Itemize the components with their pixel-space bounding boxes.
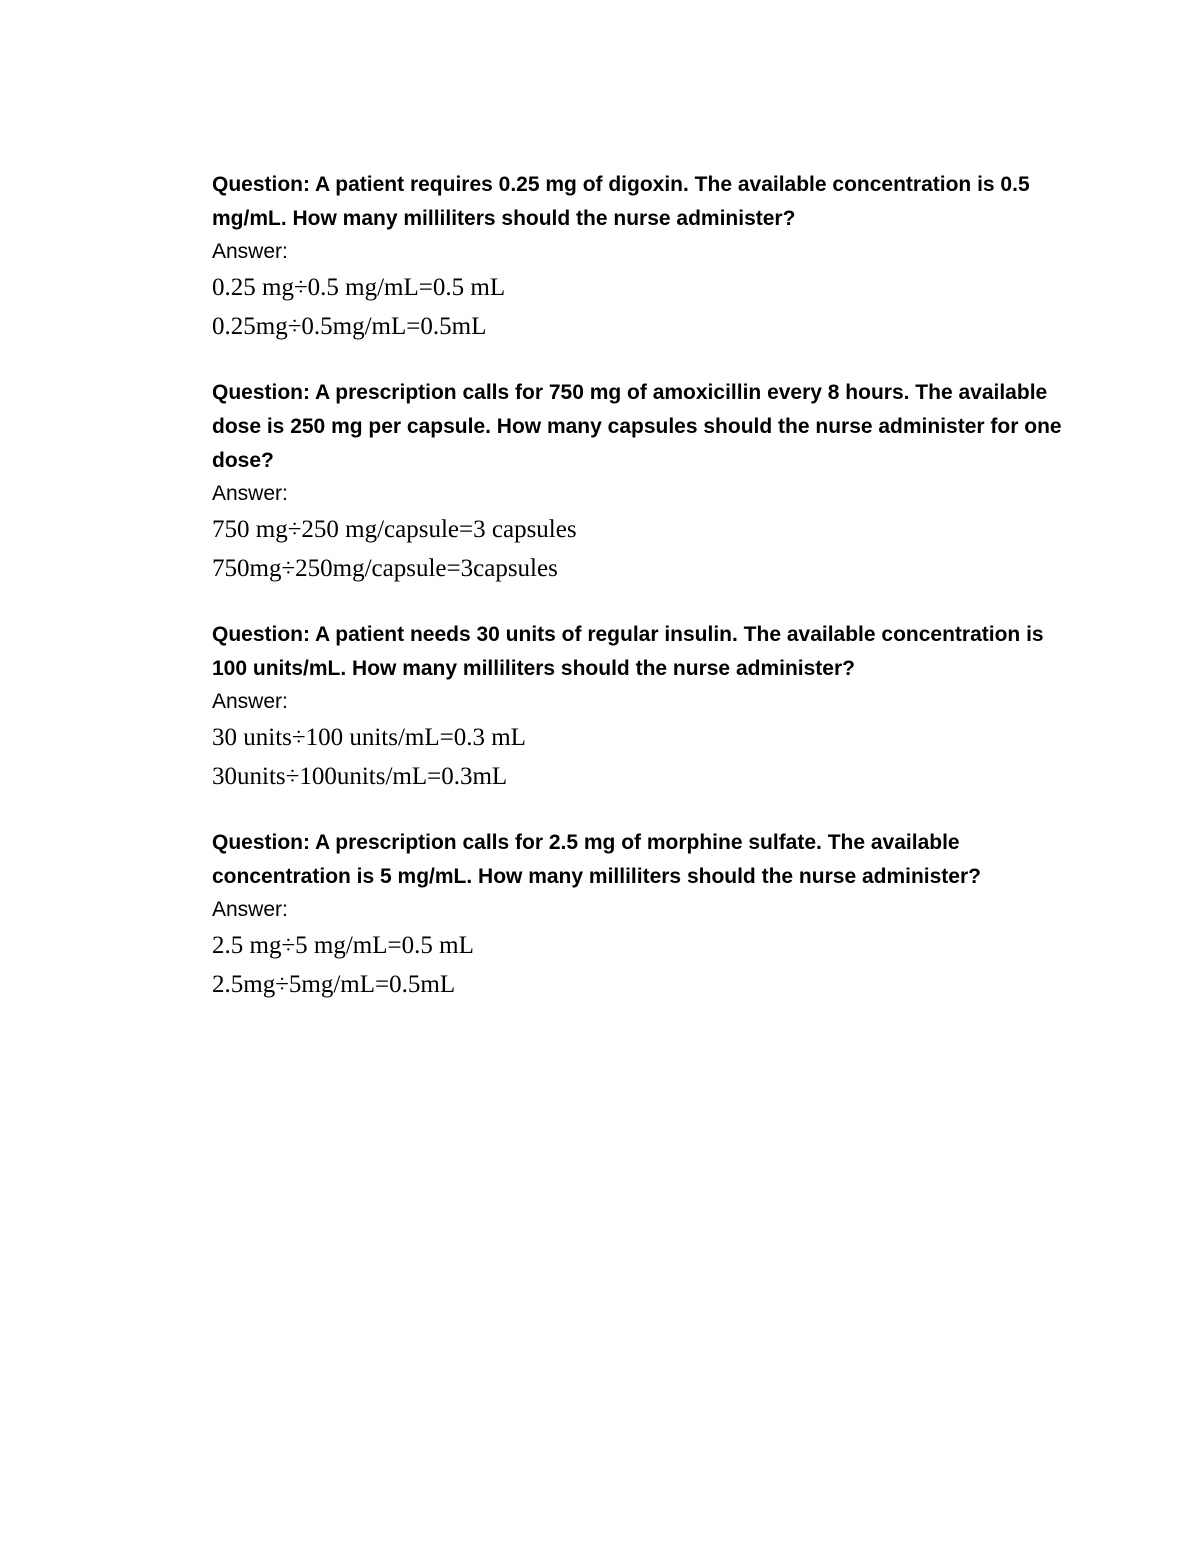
- equation-compact: 2.5mg÷5mg/mL=0.5mL: [212, 971, 456, 998]
- equation-spaced: 0.25 mg÷0.5 mg/mL=0.5 mL: [212, 274, 506, 301]
- answer-label: Answer:: [212, 898, 288, 921]
- document-page: [212, 168, 1072, 1034]
- question-text: Question: A prescription calls for 750 mg of amoxicillin every 8 hours. The available dose is 250 mg per capsule. How many capsules should the nurse administer for one dose?: [212, 381, 1062, 472]
- answer-label: Answer:: [212, 482, 288, 505]
- equation-spaced: 30 units÷100 units/mL=0.3 mL: [212, 724, 526, 751]
- equation-compact: 750mg÷250mg/capsule=3capsules: [212, 555, 558, 582]
- answer-label: Answer:: [212, 240, 288, 263]
- qa-block-1: [212, 168, 1072, 346]
- equation-spaced: 750 mg÷250 mg/capsule=3 capsules: [212, 516, 577, 543]
- question-text: Question: A patient requires 0.25 mg of digoxin. The available concentration is 0.5 mg/mL. How many milliliters should the nurse administer?: [212, 173, 1030, 230]
- answer-label: Answer:: [212, 690, 288, 713]
- question-text: Question: A prescription calls for 2.5 mg of morphine sulfate. The available concentration is 5 mg/mL. How many milliliters should the nurse administer?: [212, 831, 981, 888]
- equation-compact: 0.25mg÷0.5mg/mL=0.5mL: [212, 313, 487, 340]
- qa-block-3: [212, 618, 1072, 796]
- qa-block-2: [212, 376, 1072, 588]
- question-text: Question: A patient needs 30 units of regular insulin. The available concentration is 100 units/mL. How many milliliters should the nurse administer?: [212, 623, 1044, 680]
- qa-block-4: [212, 826, 1072, 1004]
- equation-compact: 30units÷100units/mL=0.3mL: [212, 763, 508, 790]
- equation-spaced: 2.5 mg÷5 mg/mL=0.5 mL: [212, 932, 474, 959]
